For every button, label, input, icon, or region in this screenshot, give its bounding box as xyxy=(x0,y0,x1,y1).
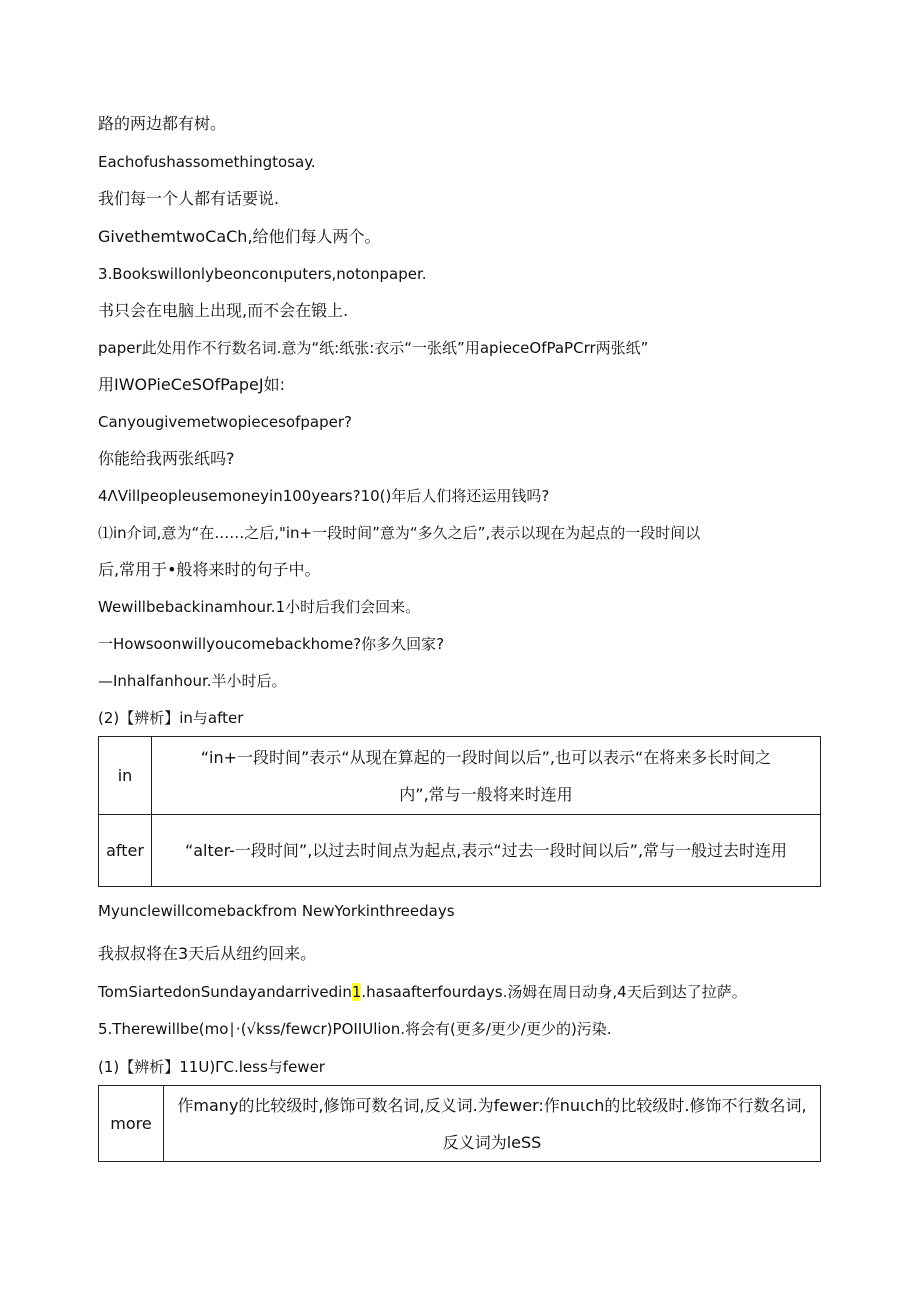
text-segment: .hasaafterfourdays.汤姆在周日动身,4天后到达了拉萨。 xyxy=(361,983,747,1001)
text-line: 5.Therewillbe(mo∣·(√kss/fewcr)POIIUlion.将会有(更多/更少/更少的)污染. xyxy=(98,1020,612,1038)
text-line: 4ΛVillpeopleusemoneyin100years?10()年后人们将还运用钱吗? xyxy=(98,487,550,505)
text-line: paper此处用作不行数名词.意为“纸:纸张:衣示“一张纸”用apieceOfPaPCrr两张纸” xyxy=(98,339,649,357)
table-desc-cell xyxy=(164,1086,821,1162)
text-line: 一Howsoonwillyoucomebackhome?你多久回家? xyxy=(98,635,445,653)
text-line: 用IWOPieCeSOfPapeJ如: xyxy=(98,375,285,394)
text-line: 书只会在电脑上出现,而不会在锻上. xyxy=(98,301,349,320)
table-key-cell: after xyxy=(99,815,152,887)
text-line: Myunclewillcomebackfrom NewYorkinthreedays xyxy=(98,902,455,920)
table-desc-cell xyxy=(152,737,821,815)
highlighted-text: 1 xyxy=(351,983,362,1001)
text-line: 我叔叔将在3天后从纽约回来。 xyxy=(98,944,317,963)
text-segment: TomSiartedonSundayandarrivedin xyxy=(98,983,352,1001)
text-line: Eachofushassomethingtosay. xyxy=(98,153,316,171)
table-key-cell: more xyxy=(99,1086,164,1162)
table-key-cell: in xyxy=(99,737,152,815)
text-line: 后,常用于•般将来时的句子中。 xyxy=(98,560,321,579)
text-line: 你能给我两张纸吗? xyxy=(98,449,235,468)
text-line xyxy=(98,981,747,1003)
table-row xyxy=(99,815,821,887)
text-line: GivethemtwoCaCh,给他们每人两个。 xyxy=(98,227,381,246)
section-heading: (2)【辨析】in与after xyxy=(98,709,244,727)
in-after-table xyxy=(98,736,821,887)
table-desc-line: “in+一段时间”表示“从现在算起的一段时间以后”,也可以表示“在将来多长时间之 xyxy=(200,747,772,767)
table-desc-line: 作many的比较级时,修饰可数名词,反义词.为fewer:作nuιch的比较级时.修饰不行数名词, xyxy=(177,1095,807,1115)
text-line: 我们每一个人都有话要说. xyxy=(98,189,280,208)
text-line: 路的两边都有树。 xyxy=(98,114,227,133)
table-desc-line: 反义词为leSS xyxy=(442,1132,542,1152)
table-desc-cell: “alter-一段时间”,以过去时间点为起点,表示“过去一段时间以后”,常与一般过去时连用 xyxy=(152,815,821,887)
section-heading: (1)【辨析】11U)ΓC.less与fewer xyxy=(98,1058,325,1076)
text-line: —Inhalfanhour.半小时后。 xyxy=(98,672,287,690)
text-line: Wewillbebackinamhour.1小时后我们会回来。 xyxy=(98,598,421,616)
text-line: Canyougivemetwopiecesofpaper? xyxy=(98,413,352,431)
table-desc-line: 内”,常与一般将来时连用 xyxy=(399,784,573,804)
text-line: ⑴in介词,意为“在……之后,"in+一段时间”意为“多久之后”,表示以现在为起点的一段时间以 xyxy=(98,524,701,542)
table-row xyxy=(99,1086,821,1162)
more-less-table xyxy=(98,1085,821,1162)
table-row xyxy=(99,737,821,815)
text-line: 3.Bookswillonlybeonconιputers,notonpaper. xyxy=(98,265,427,283)
